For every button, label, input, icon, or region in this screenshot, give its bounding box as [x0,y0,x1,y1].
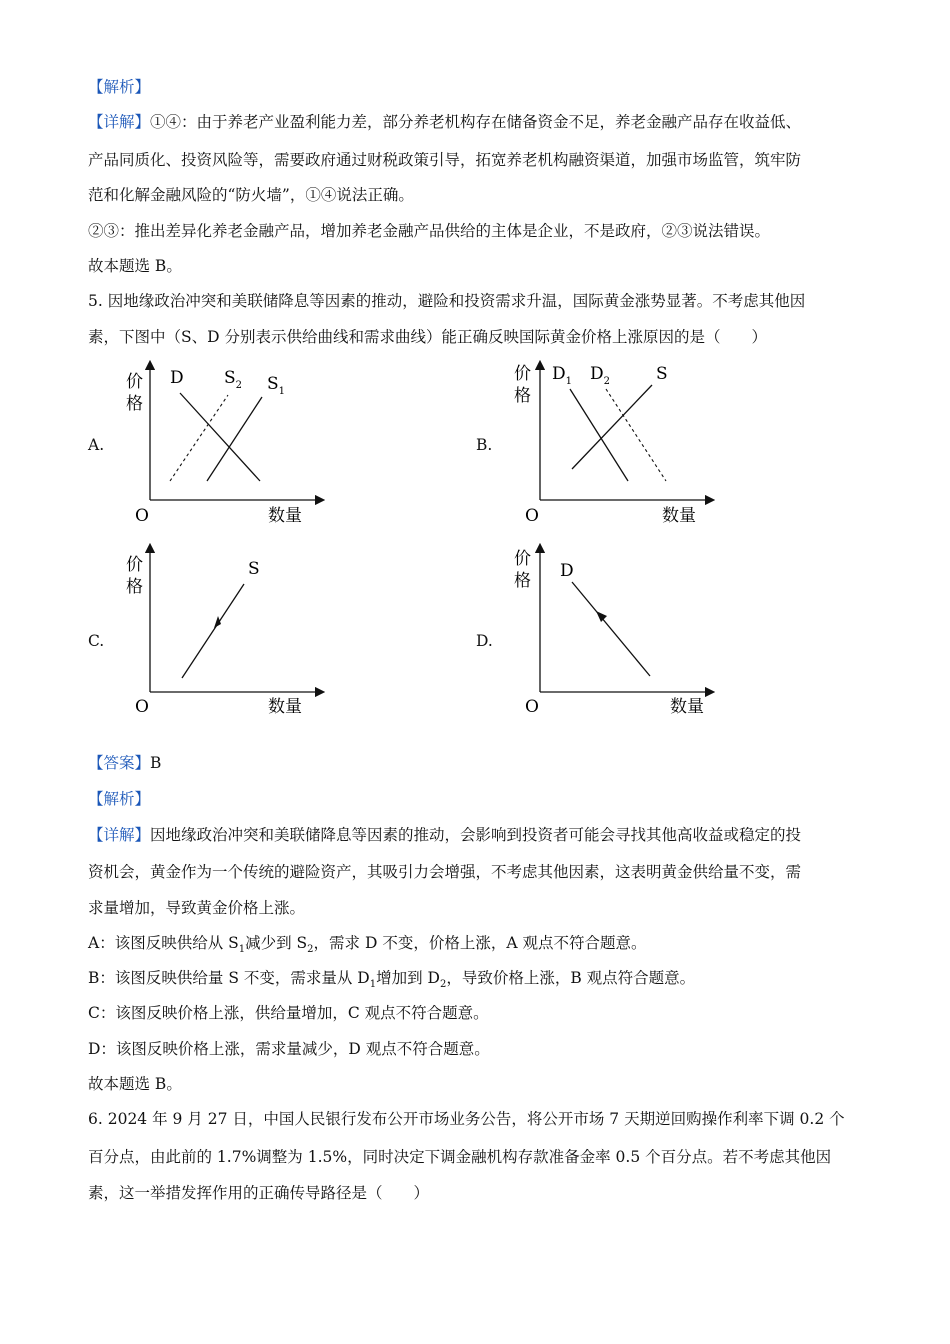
demand-curve-d1 [570,389,628,481]
x-label: 数量 [268,506,302,526]
y-label-2: 格 [514,571,531,591]
analysis-a: A：该图反映供给从 $S_1$减少到 $S_2$，需求 D 不变，价格上涨，A 观点不符合题意。 [88,934,647,956]
text: 因地缘政治冲突和美联储降息等因素的推动，会影响到投资者可能会寻找其他高收益或稳定的投 [150,826,802,844]
arrow-up-icon [214,616,221,628]
analysis-c: C：该图反映价格上涨，供给量增加，C 观点不符合题意。 [88,1004,489,1022]
q5-stem-2: 素，下图中（S、D 分别表示供给曲线和需求曲线）能正确反映国际黄金价格上涨原因的是（ ） [88,328,767,346]
xiangjie-line-1 [88,112,801,132]
text-line: 故本题选 B。 [88,257,182,275]
x-label: 数量 [268,697,302,717]
y-label-1: 价 [514,549,531,569]
demand-curve-d2 [606,389,666,481]
daan-tag: 【答案】 [88,754,151,772]
origin-label: O [525,506,539,526]
y-label-1: 价 [126,555,143,575]
supply-curve-s [182,584,244,678]
option-d-label: D. [476,632,493,650]
xiangjie-tag: 【详解】 [88,826,151,844]
y-label-2: 格 [514,386,531,406]
jiexi-tag-2: 【解析】 [88,790,151,808]
y-label-2: 格 [126,394,143,414]
label-d: D [560,561,574,581]
origin-label: O [135,697,149,717]
arrow-up-left-icon [596,611,607,622]
label-s1: $S_1$ [267,374,286,397]
answer-value: B [150,754,162,772]
text-line: 求量增加，导致黄金价格上涨。 [88,899,306,917]
option-b-label: B. [476,436,493,454]
supply-curve-s2 [170,395,228,481]
analysis-b: B：该图反映供给量 S 不变，需求量从 $D_1$增加到 $D_2$，导致价格上涨，B 观点符合题意。 [88,969,696,991]
graph-d [500,540,720,720]
text-line: ②③：推出差异化养老金融产品，增加养老金融产品供给的主体是企业，不是政府，②③说法错误。 [88,222,771,240]
q6-stem-1: 6. 2024 年 9 月 27 日，中国人民银行发布公开市场业务公告，将公开市场 7 天期逆回购操作利率下调 0.2 个 [88,1110,845,1128]
option-c-label: C. [88,632,105,650]
text-line: 范和化解金融风险的“防火墙”，①④说法正确。 [88,186,414,204]
label-d: D [170,368,184,388]
label-d2: $D_2$ [590,364,611,387]
graph-b [500,355,720,535]
origin-label: O [525,697,539,717]
q6-stem-3: 素，这一举措发挥作用的正确传导路径是（ ） [88,1184,430,1202]
label-s2: $S_2$ [224,368,243,391]
y-label-2: 格 [126,577,143,597]
text: ①④：由于养老产业盈利能力差，部分养老机构存在储备资金不足，养老金融产品存在收益低、 [150,113,802,131]
label-d1: $D_1$ [552,364,573,387]
x-label: 数量 [670,697,704,717]
origin-label: O [135,506,149,526]
option-a-label: A. [88,436,105,454]
jiexi-tag-1: 【解析】 [88,78,151,96]
label-s: S [656,364,668,384]
q6-stem-2: 百分点，由此前的 1.7%调整为 1.5%，同时决定下调金融机构存款准备金率 0.5 个百分点。若不考虑其他因 [88,1148,832,1166]
xiangjie-line-2 [88,825,801,845]
q5-stem-1: 5. 因地缘政治冲突和美联储降息等因素的推动，避险和投资需求升温，国际黄金涨势显著。不考虑其他因 [88,292,806,310]
y-label-1: 价 [126,372,143,392]
x-label: 数量 [662,506,696,526]
demand-curve-d [180,393,260,481]
graph-c [110,540,330,720]
demand-curve-d [572,582,650,676]
text-line: 资机会，黄金作为一个传统的避险资产，其吸引力会增强，不考虑其他因素，这表明黄金供给量不变，需 [88,863,802,881]
supply-curve-s1 [207,397,262,481]
analysis-d: D：该图反映价格上涨，需求量减少，D 观点不符合题意。 [88,1040,490,1058]
text-line: 产品同质化、投资风险等，需要政府通过财税政策引导，拓宽养老机构融资渠道，加强市场监管，筑牢防 [88,151,802,169]
conclusion: 故本题选 B。 [88,1075,182,1093]
xiangjie-tag: 【详解】 [88,113,151,131]
y-label-1: 价 [514,364,531,384]
answer-line [88,753,161,773]
label-s: S [248,559,260,579]
graph-a [110,355,330,535]
